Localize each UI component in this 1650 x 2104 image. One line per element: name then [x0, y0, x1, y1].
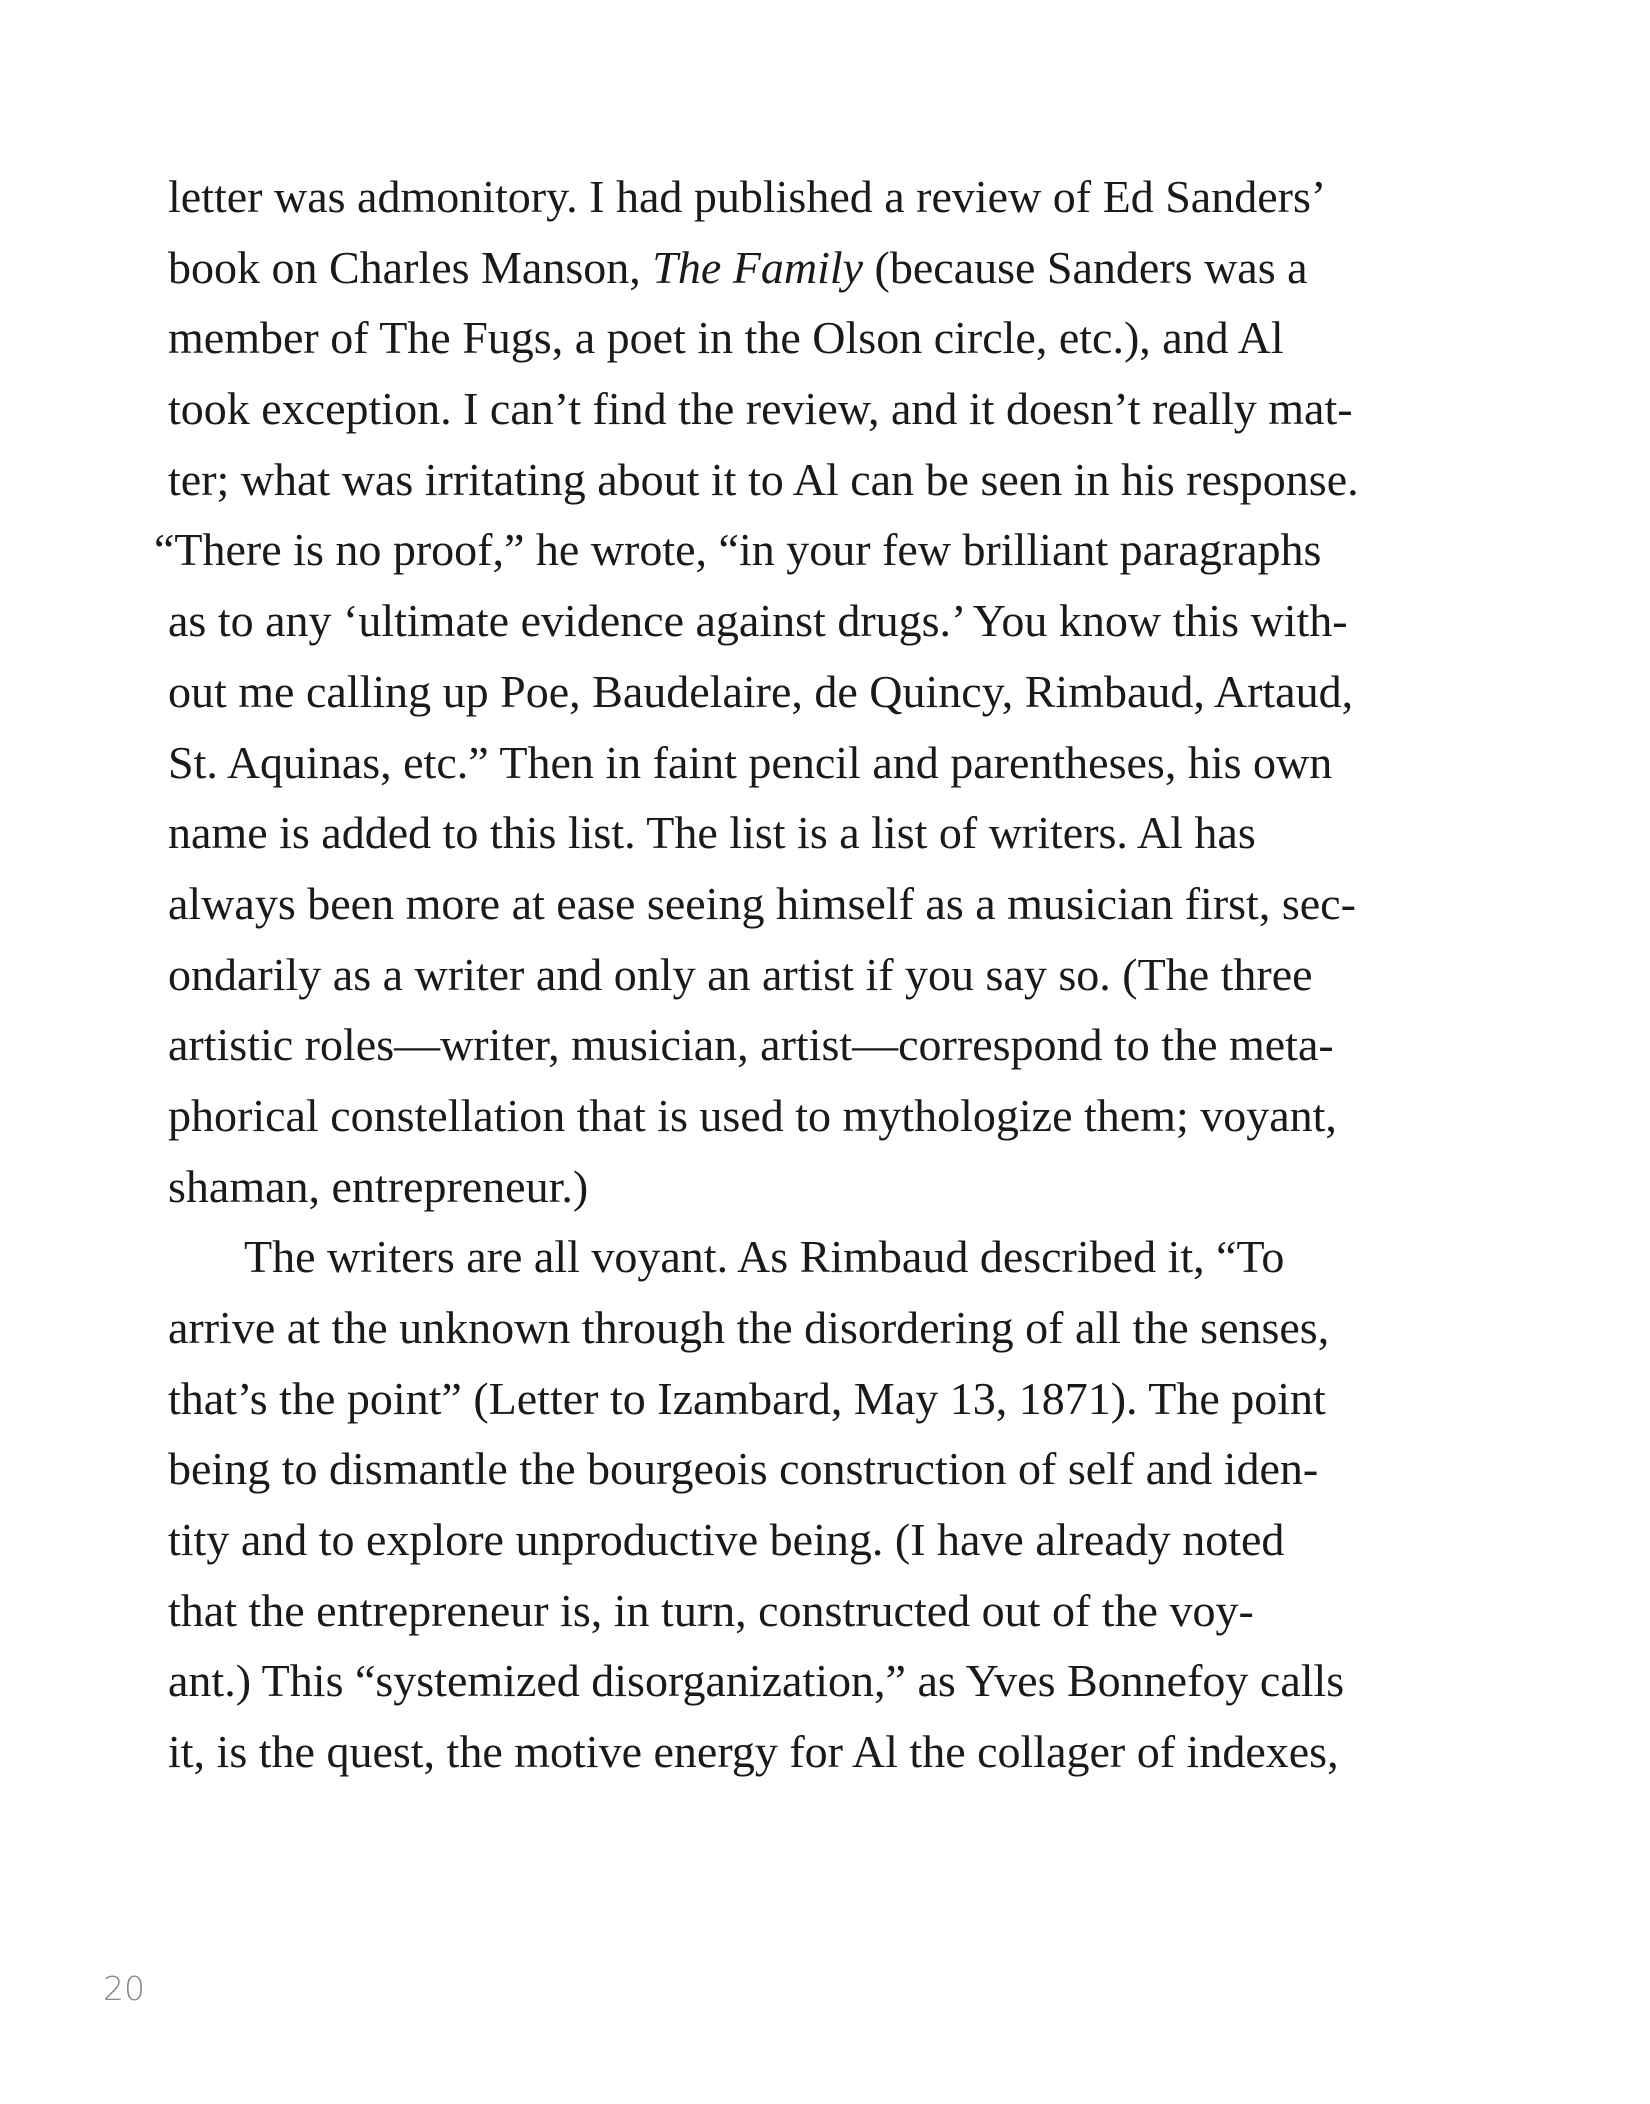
text-line: letter was admonitory. I had published a review of Ed Sanders’ [168, 171, 1327, 222]
paragraph [168, 1222, 1528, 1788]
text-line: artistic roles—writer, musician, artist—correspond to the meta- [168, 1019, 1334, 1071]
text-span: (because Sanders was a [863, 241, 1308, 293]
text-line: ter; what was irritating about it to Al can be seen in his response. [168, 453, 1359, 505]
text-line: The writers are all voyant. As Rimbaud described it, “To [244, 1231, 1285, 1283]
page-number: 20 [103, 1969, 145, 2008]
body-text [154, 162, 1528, 1788]
text-line: being to dismantle the bourgeois construction of self and iden- [168, 1443, 1319, 1495]
text-line: shaman, entrepreneur.) [168, 1160, 589, 1212]
text-line: ondarily as a writer and only an artist if you say so. (The three [168, 948, 1313, 1000]
text-line: phorical constellation that is used to mythologize them; voyant, [168, 1089, 1337, 1141]
text-line: St. Aquinas, etc.” Then in faint pencil and parentheses, his own [168, 736, 1333, 788]
paragraph [154, 162, 1528, 1222]
text-line: arrive at the unknown through the disordering of all the senses, [168, 1302, 1330, 1353]
text-line: tity and to explore unproductive being. (I have already noted [168, 1514, 1285, 1566]
text-line: “There is no proof,” he wrote, “in your few brilliant paragraphs [154, 524, 1322, 576]
text-line: it, is the quest, the motive energy for Al the collager of indexes, [168, 1726, 1339, 1778]
text-span: book on Charles Manson, [168, 241, 653, 293]
text-line: took exception. I can’t find the review, and it doesn’t really mat- [168, 383, 1353, 435]
text-line: out me calling up Poe, Baudelaire, de Quincy, Rimbaud, Artaud, [168, 665, 1354, 717]
text-line: member of The Fugs, a poet in the Olson circle, etc.), and Al [168, 312, 1284, 364]
text-line: always been more at ease seeing himself as a musician first, sec- [168, 877, 1356, 929]
text-line: ant.) This “systemized disorganization,” as Yves Bonnefoy calls [168, 1655, 1345, 1707]
text-line: that the entrepreneur is, in turn, constructed out of the voy- [168, 1584, 1254, 1636]
text-line: that’s the point” (Letter to Izambard, May 13, 1871). The point [168, 1372, 1326, 1424]
text-line [168, 233, 1528, 304]
text-line: name is added to this list. The list is a list of writers. Al has [168, 807, 1256, 859]
text-line: as to any ‘ultimate evidence against drugs.’ You know this with- [168, 595, 1348, 647]
book-title: The Family [652, 241, 864, 293]
